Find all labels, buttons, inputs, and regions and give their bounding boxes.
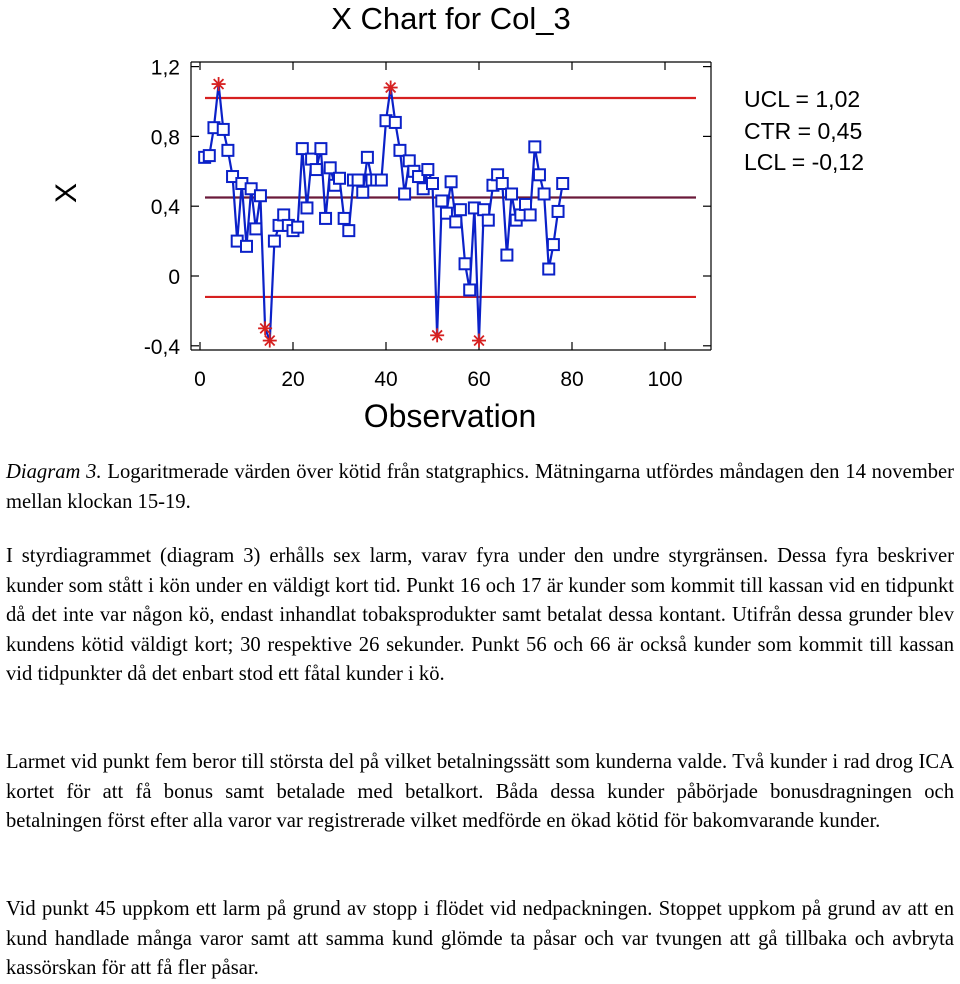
alarm-point bbox=[263, 334, 277, 348]
data-point bbox=[218, 124, 229, 135]
x-tick-label: 40 bbox=[374, 368, 398, 391]
data-point bbox=[427, 178, 438, 189]
data-point bbox=[292, 222, 303, 233]
data-point bbox=[278, 209, 289, 220]
data-point bbox=[343, 225, 354, 236]
data-point bbox=[399, 188, 410, 199]
y-tick-label: 1,2 bbox=[150, 56, 180, 80]
data-point bbox=[204, 150, 215, 161]
data-point bbox=[390, 117, 401, 128]
data-point bbox=[353, 175, 364, 186]
data-point bbox=[301, 202, 312, 213]
data-point bbox=[357, 187, 368, 198]
data-point bbox=[557, 178, 568, 189]
y-tick-label: -0,4 bbox=[143, 335, 180, 359]
x-tick-label: 80 bbox=[560, 368, 584, 391]
figure-caption bbox=[6, 458, 954, 517]
data-point bbox=[553, 206, 564, 217]
paragraph-text: Larmet vid punkt fem beror till största del på vilket betalningssätt som kunderna valde. Två kunder i rad drog ICA kortet för att få bonus samt betalade med betalkort. Båda dessa kunder påbörjade bonusdragningen och betalningen först efter alla varor var registrerade vilket medförde en ökad kötid för bakomvarande kunder. bbox=[6, 751, 954, 832]
data-point bbox=[241, 241, 252, 252]
data-point bbox=[255, 190, 266, 201]
data-point bbox=[404, 155, 415, 166]
chart-title: X Chart for Col_3 bbox=[331, 1, 571, 36]
data-series bbox=[199, 77, 568, 348]
data-point bbox=[543, 264, 554, 275]
legend-ctr: CTR = 0,45 bbox=[744, 118, 863, 144]
data-point bbox=[478, 204, 489, 215]
data-point bbox=[436, 195, 447, 206]
data-point bbox=[529, 141, 540, 152]
paragraph-text: I styrdiagrammet (diagram 3) erhålls sex larm, varav fyra under den undre styrgränsen. Dessa fyra beskriver kunder som stått i kön under en väldigt kort tid. Punkt 16 och 17 är kunder som kommit till kassan vid en tidpunkt då det inte var någon kö, endast inhandlat tobaksprodukter samt betalat dessa kontant. Utifrån dessa grunder blev kundens kötid väldigt kort; 30 respektive 26 sekunder. Punkt 56 och 66 är också kunder som kommit till kassan vid tidpunkter då det enbart stod ett fåtal kunder i kö. bbox=[6, 545, 954, 685]
y-tick-label: 0,4 bbox=[150, 196, 180, 220]
y-axis-ticks bbox=[144, 57, 711, 359]
x-tick-label: 100 bbox=[647, 368, 683, 391]
data-point bbox=[320, 213, 331, 224]
data-point bbox=[339, 213, 350, 224]
paragraph-point-five bbox=[6, 748, 954, 837]
legend-ucl: UCL = 1,02 bbox=[744, 86, 861, 112]
data-point bbox=[306, 154, 317, 165]
data-point bbox=[534, 169, 545, 180]
data-point bbox=[497, 178, 508, 189]
data-point bbox=[506, 188, 517, 199]
x-tick-label: 60 bbox=[467, 368, 491, 391]
data-point bbox=[269, 236, 280, 247]
alarm-point bbox=[212, 77, 226, 91]
y-axis-label: X bbox=[50, 182, 83, 204]
paragraph-alarms bbox=[6, 542, 954, 690]
data-point bbox=[376, 175, 387, 186]
paragraph-point-45 bbox=[6, 895, 954, 984]
data-point bbox=[297, 143, 308, 154]
data-point bbox=[483, 215, 494, 226]
caption-text: Logaritmerade värden över kötid från statgraphics. Mätningarna utfördes måndagen den 14 november mellan klockan 15-19. bbox=[6, 461, 955, 513]
data-point bbox=[460, 258, 471, 269]
data-point bbox=[325, 162, 336, 173]
data-point bbox=[539, 188, 550, 199]
x-chart bbox=[0, 0, 960, 452]
data-point bbox=[394, 145, 405, 156]
data-point bbox=[450, 216, 461, 227]
alarm-point bbox=[258, 321, 272, 335]
y-tick-label: 0 bbox=[168, 266, 180, 289]
data-point bbox=[311, 164, 322, 175]
legend-lcl: LCL = -0,12 bbox=[744, 149, 864, 175]
data-point bbox=[455, 204, 466, 215]
data-point bbox=[334, 173, 345, 184]
data-point bbox=[446, 176, 457, 187]
data-point bbox=[222, 145, 233, 156]
data-point bbox=[422, 164, 433, 175]
data-point bbox=[548, 239, 559, 250]
y-tick-label: 0,8 bbox=[150, 126, 180, 150]
x-tick-label: 0 bbox=[194, 368, 206, 391]
paragraph-text: Vid punkt 45 uppkom ett larm på grund av stopp i flödet vid nedpackningen. Stoppet uppkom på grund av att en kund handlade många varor samt att samma kund glömde ta påsar och var tvungen att gå tillbaka och avbryta kassörskan för att få fler påsar. bbox=[6, 898, 954, 979]
data-point bbox=[501, 250, 512, 261]
x-axis-label: Observation bbox=[363, 398, 537, 434]
data-point bbox=[362, 152, 373, 163]
caption-label: Diagram 3. bbox=[6, 461, 102, 483]
data-point bbox=[464, 284, 475, 295]
plot-frame bbox=[191, 62, 711, 350]
alarm-point bbox=[472, 334, 486, 348]
control-limit-lines bbox=[205, 98, 696, 297]
x-tick-label: 20 bbox=[281, 368, 305, 391]
alarm-point bbox=[430, 328, 444, 342]
legend bbox=[744, 86, 864, 175]
data-point bbox=[250, 223, 261, 234]
data-point bbox=[520, 199, 531, 210]
alarm-point bbox=[384, 81, 398, 95]
data-point bbox=[525, 209, 536, 220]
data-point bbox=[315, 143, 326, 154]
